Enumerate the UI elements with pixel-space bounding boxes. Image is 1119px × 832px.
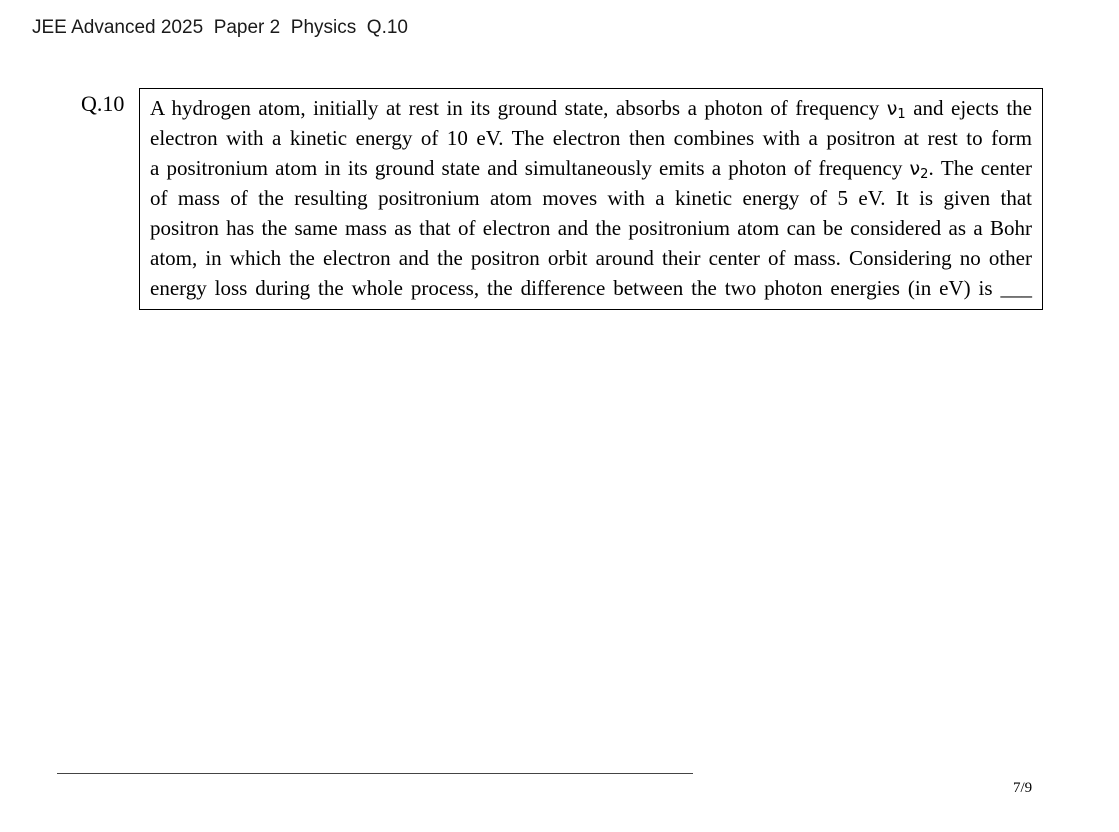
question-line-7: energy loss during the whole process, the difference between the two photon energies (in eV) is ___ <box>150 276 1032 300</box>
nu-2-symbol: $\nu_2$ <box>909 158 929 182</box>
question-line-5: positron has the same mass as that of electron and the positronium atom can be considered as a Bohr <box>150 216 1032 240</box>
question-line-4: of mass of the resulting positronium atom moves with a kinetic energy of 5 eV. It is given that <box>150 186 1032 210</box>
question-box <box>139 88 1043 310</box>
nu-1-symbol: $\nu_1$ <box>886 98 906 122</box>
question-line-6: atom, in which the electron and the positron orbit around their center of mass. Considering no other <box>150 246 1032 270</box>
question-line-1: A hydrogen atom, initially at rest in its ground state, absorbs a photon of frequency $\nu_1$ and ejects the <box>150 96 1032 122</box>
question-line-2: electron with a kinetic energy of 10 eV. The electron then combines with a positron at rest to form <box>150 126 1032 150</box>
question-number: Q.10 <box>81 91 125 116</box>
page-header-title: JEE Advanced 2025 Paper 2 Physics Q.10 <box>32 17 409 38</box>
footer-divider <box>57 773 693 774</box>
question-line-3: a positronium atom in its ground state and simultaneously emits a photon of frequency $\nu_2$. The center <box>150 156 1032 182</box>
page-number: 7/9 <box>1013 780 1033 796</box>
